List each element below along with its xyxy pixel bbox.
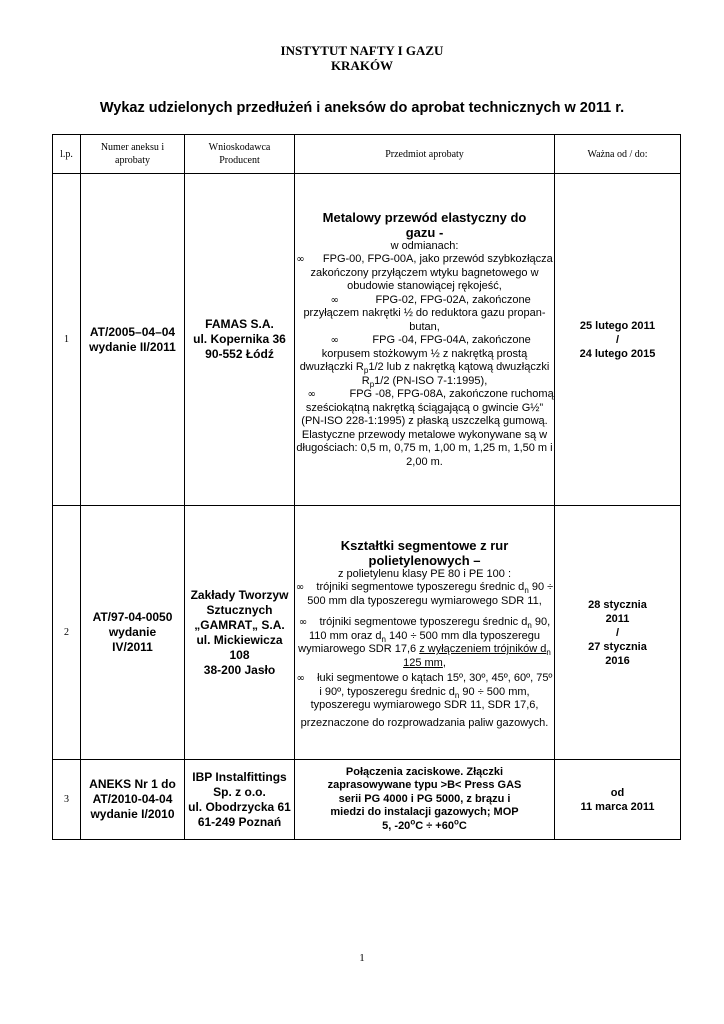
row-subject [295,760,555,840]
subject-line: Połączenia zaciskowe. Złączki [345,765,504,778]
row-number-line3: wydanie I/2010 [90,807,175,821]
valid-to: 27 stycznia [588,640,647,653]
infinity-bullet-icon: ∞ [295,582,305,594]
subject-line: serii PG 4000 i PG 5000, z brązu i [338,792,511,805]
row-valid [555,174,681,506]
subject-line: zaprasowywane typu >B< Press GAS [327,779,522,792]
row-number-line2: AT/2010-04-04 [92,792,173,806]
subject-item: ∞ trójniki segmentowe typoszeregu średnic $d_n$ 90 ÷ 500 mm dla typoszeregu wymiarowego SDR 11, [295,581,554,607]
table-header-row [53,135,681,174]
row-number-line3: IV/2011 [112,640,153,654]
row-lp: 3 [53,760,81,840]
table-row [53,506,681,760]
col-applicant [185,135,295,174]
subject-closing: Elastyczne przewody metalowe wykonywane są w długościach: 0,5 m, 0,75 m, 1,00 m, 1,25 m, 1,50 m i 2,00 m. [296,428,553,468]
valid-from: 11 marca 2011 [580,800,655,813]
subject-title-line2: gazu - [405,224,444,240]
applicant-street: ul. Kopernika 36 [193,332,286,346]
row-number [81,760,185,840]
row-number [81,174,185,506]
row-applicant [185,174,295,506]
subject-line: 5, $-20^oC \div +60^oC$ [382,817,467,832]
infinity-bullet-icon: ∞ [296,254,305,266]
valid-to-year: 2016 [605,654,630,667]
valid-separator: / [615,626,620,639]
row-valid [555,506,681,760]
institute-name: INSTYTUT NAFTY I GAZU [280,43,444,58]
document-title: Wykaz udzielonych przedłużeń i aneksów do aprobat technicznych w 2011 r. [99,100,625,116]
col-applicant-line2: Producent [219,155,260,166]
row-number [81,506,185,760]
applicant-line: 108 [229,647,250,662]
applicant-line: IBP Instalfittings [192,769,287,784]
applicant-line: ul. Obodrzycka 61 [188,799,291,814]
applicant-line: Sp. z o.o. [213,784,266,799]
valid-from-label: od [610,786,625,799]
applicant-line: Sztucznych [206,602,273,617]
row-number-line1: AT/2005–04–04 [89,324,176,339]
subject-title-line1: Metalowy przewód elastyczny do [322,209,527,225]
subject-item: ∞ FPG-02, FPG-02A, zakończone przyłączem nakrętki ½ do reduktora gazu propan- butan, [303,293,546,333]
applicant-line: ul. Mickiewicza [196,632,283,647]
subject-intro: w odmianach: [390,239,459,252]
col-lp: l.p. [53,135,81,174]
subject-title-line1: Kształtki segmentowe z rur [340,537,509,553]
row-subject [295,174,555,506]
applicant-line: 38-200 Jasło [203,662,276,677]
valid-from: 25 lutego 2011 [579,319,656,332]
subject-item: ∞ trójniki segmentowe typoszeregu średnic $d_n$ 90, 110 mm oraz $d_n$ 140 ÷ 500 mm dla typoszeregu wymiarowego SDR 17,6 z wyłączeniem trójników $d_n$ 125 mm, [298,616,551,669]
row-valid [555,760,681,840]
row-applicant [185,506,295,760]
infinity-bullet-icon: ∞ [330,335,339,347]
infinity-bullet-icon: ∞ [330,294,339,306]
infinity-bullet-icon: ∞ [296,673,305,685]
row-number-line1: AT/97-04-0050 [92,610,173,624]
col-subject: Przedmiot aprobaty [295,135,555,174]
row-number-line1: ANEKS Nr 1 do [89,777,176,791]
col-number-line1: Numer aneksu i [100,142,165,153]
col-number-line2: aprobaty [115,155,150,166]
row-applicant [185,760,295,840]
subject-title-line2: polietylenowych – [368,552,481,568]
subject-line: miedzi do instalacji gazowych; MOP [330,806,519,819]
table-row [53,174,681,506]
row-subject [295,506,555,760]
table-row [53,760,681,840]
col-valid: Ważna od / do: [555,135,681,174]
col-applicant-line1: Wnioskodawca [208,142,271,153]
row-lp: 2 [53,506,81,760]
row-number-line2: wydanie [108,625,157,639]
row-lp: 1 [53,174,81,506]
valid-to: 24 lutego 2015 [579,347,656,360]
applicant-line: 61-249 Poznań [197,814,282,829]
infinity-bullet-icon: ∞ [307,389,316,401]
col-number [81,135,185,174]
subject-intro: z polietylenu klasy PE 80 i PE 100 : [337,567,512,580]
subject-item: ∞ FPG -08, FPG-08A, zakończone ruchomą sześciokątną nakrętką ściągającą o gwincie G½” (PN-ISO 228-1:1995) z płaską uszczelką gumową. [301,388,554,428]
approvals-table [52,134,681,840]
applicant-line: „GAMRAT„ S.A. [194,617,285,632]
applicant-line: Zakłady Tworzyw [190,587,289,602]
row-number-line2: wydanie II/2011 [89,339,176,354]
subject-closing: przeznaczone do rozprowadzania paliw gazowych. [300,716,549,729]
valid-from-year: 2011 [605,612,630,625]
subject-item: ∞ FPG-00, FPG-00A, jako przewód szybkozłącza zakończony przyłączem wtyku bagnetowego w obudowie stanowiącej rękojeść, [296,253,553,293]
valid-separator: / [615,333,620,346]
page-number: 1 [359,952,365,964]
subject-item: ∞ łuki segmentowe o kątach 15º, 30º, 45º, 60º, 75º i 90º, typoszeregu średnic $d_n$ 90 ÷ 500 mm, typoszeregu wymiarowego SDR 11, SDR 17,6, [296,672,553,712]
subject-item: ∞ FPG -04, FPG-04A, zakończone korpusem stożkowym ½ z nakrętką prostą dwuzłączki $R_p1/2$ lub z nakrętką kątową dwuzłączki $R_p1/2$ (PN-ISO 7-1:1995), [299,334,550,389]
institute-city: KRAKÓW [330,58,394,73]
infinity-bullet-icon: ∞ [298,617,308,629]
applicant-name: FAMAS S.A. [205,317,274,331]
applicant-city: 90-552 Łódź [205,347,274,361]
valid-from: 28 stycznia [588,598,647,611]
